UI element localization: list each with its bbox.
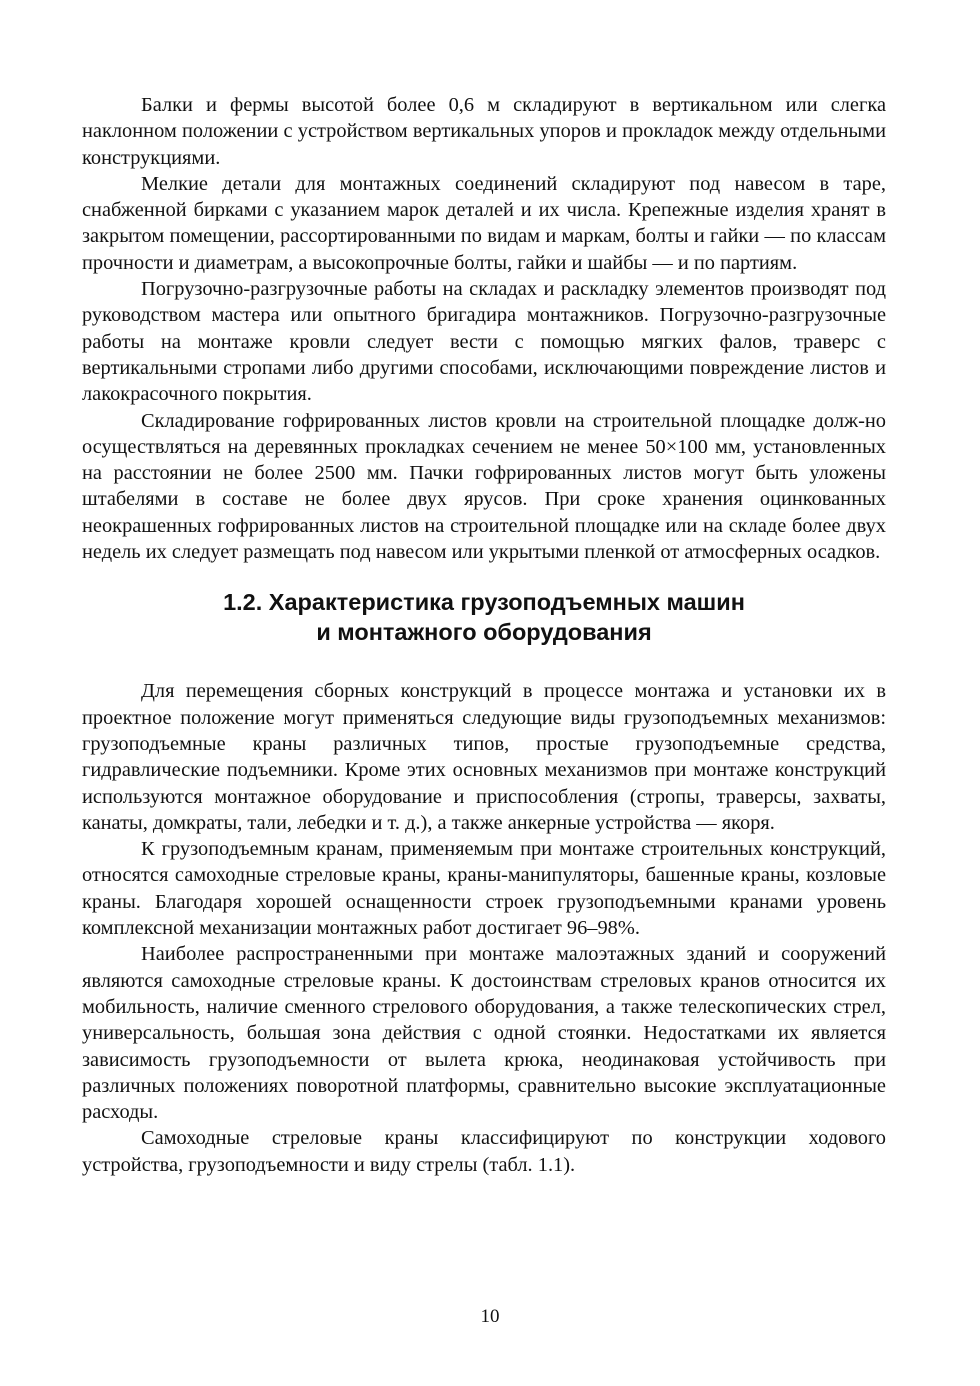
paragraph: Мелкие детали для монтажных соединений складируют под навесом в таре, снабженной бирками с указанием марок деталей и их числа. Крепежные изделия хранят в закрытом помещении, рассортированными по видам и маркам, болты и гайки — по классам прочности и диаметрам, а высокопрочные болты, гайки и шайбы — и по партиям. bbox=[82, 172, 886, 274]
paragraph: К грузоподъемным кранам, применяемым при монтаже строительных конструкций, относятся самоходные стреловые краны, краны-манипуляторы, башенные краны, козловые краны. Благодаря хорошей оснащенности строек грузоподъемными кранами уровень комплексной механизации монтажных работ достигает 96–98%. bbox=[82, 838, 886, 940]
paragraph: Складирование гофрированных листов кровли на строительной площадке долж-но осуществляться на деревянных прокладках сечением не менее 50×100 мм, установленных на расстоянии не более 2500 мм. Пачки гофрированных листов могут быть уложены штабелями в составе не более двух ярусов. При сроке хранения оцинкованных неокрашенных гофрированных листов на строительной площадке или на складе более двух недель их следует размещать под навесом или укрытыми пленкой от атмосферных осадков. bbox=[82, 409, 886, 564]
page-number: 10 bbox=[480, 1306, 500, 1327]
paragraph: Погрузочно-разгрузочные работы на складах и раскладку элементов производят под руководством мастера или опытного бригадира монтажников. Погрузочно-разгрузочные работы на монтаже кровли следует вести с помощью мягких фалов, траверс с вертикальными стропами либо другими способами, исключающими повреждение листов и лакокрасочного покрытия. bbox=[82, 278, 886, 406]
document-page bbox=[82, 92, 886, 1178]
section-heading-line-1: 1.2. Характеристика грузоподъемных машин bbox=[223, 589, 745, 616]
paragraph: Для перемещения сборных конструкций в процессе монтажа и установки их в проектное положение могут применяться следующие виды грузоподъемных механизмов: грузоподъемные краны различных типов, простые грузоподъемные средства, гидравлические подъемники. Кроме этих основных механизмов при монтаже конструкций используются монтажное оборудование и приспособления (стропы, траверсы, захваты, канаты, домкраты, тали, лебедки и т. д.), а также анкерные устройства — якоря. bbox=[82, 680, 886, 834]
section-heading-line-2: и монтажного оборудования bbox=[316, 619, 652, 646]
paragraph: Самоходные стреловые краны классифицируют по конструкции ходового устройства, грузоподъемности и виду стрелы (табл. 1.1). bbox=[82, 1127, 886, 1176]
section-heading bbox=[82, 587, 886, 647]
paragraph: Балки и фермы высотой более 0,6 м складируют в вертикальном или слегка наклонном положении с устройством вертикальных упоров и прокладок между отдельными конструкциями. bbox=[82, 94, 886, 169]
paragraph: Наиболее распространенными при монтаже малоэтажных зданий и сооружений являются самоходные стреловые краны. К достоинствам стреловых кранов относится их мобильность, наличие сменного стрелового оборудования, а также телескопических стрел, универсальность, большая зона действия с одной стоянки. Недостатками их является зависимость грузоподъемности от вылета крюка, неодинаковая устойчивость при различных положениях поворотной платформы, сравнительно высокие эксплуатационные расходы. bbox=[82, 943, 886, 1124]
